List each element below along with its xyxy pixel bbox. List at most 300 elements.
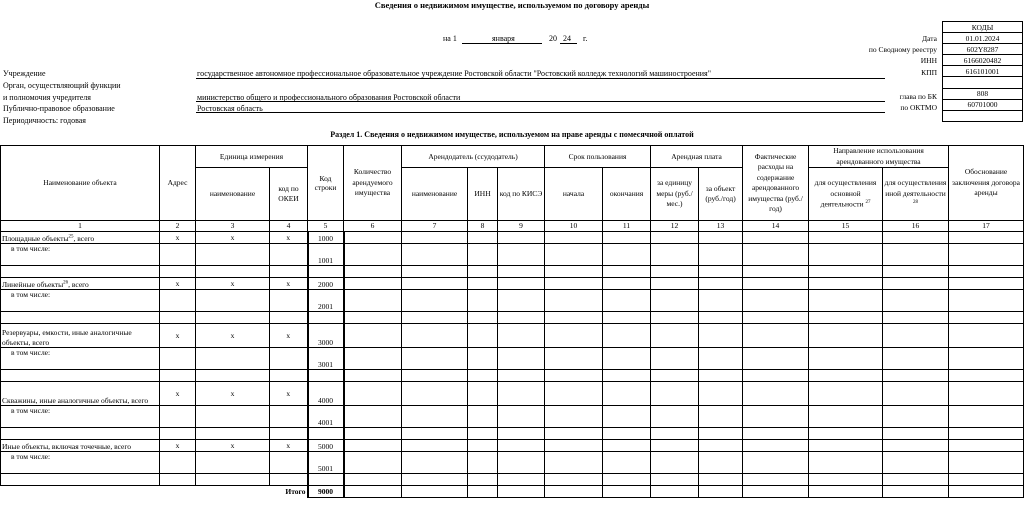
data-cell[interactable] [743,266,809,278]
data-cell[interactable] [603,290,651,312]
data-cell[interactable] [651,348,699,370]
data-cell[interactable] [402,428,468,440]
data-cell[interactable] [949,324,1024,348]
header-period-start: начала [545,168,603,221]
data-cell[interactable] [743,486,809,498]
row-code: 4000 [308,382,344,406]
data-cell[interactable] [743,440,809,452]
sub-label: в том числе: [1,406,160,428]
data-cell[interactable] [809,452,883,474]
data-cell[interactable] [949,382,1024,406]
data-cell[interactable] [468,232,498,244]
data-cell[interactable] [949,428,1024,440]
data-cell[interactable] [545,324,603,348]
data-cell[interactable] [308,428,344,440]
data-cell[interactable] [160,452,196,474]
data-cell[interactable] [468,452,498,474]
data-cell[interactable] [270,244,308,266]
public-entity-value: Ростовская область [197,104,263,113]
data-cell[interactable] [545,486,603,498]
data-cell[interactable] [603,324,651,348]
data-cell[interactable] [498,452,545,474]
data-cell[interactable] [699,486,743,498]
total-row [1,486,1024,498]
data-cell[interactable] [699,474,743,486]
header-basis: Обоснование заключения договора аренды [949,146,1024,221]
data-cell[interactable] [883,290,949,312]
codes-header: КОДЫ [943,22,1023,33]
address-x: x [160,382,196,406]
data-cell[interactable] [498,382,545,406]
data-cell[interactable] [699,324,743,348]
data-cell[interactable] [344,348,402,370]
data-cell[interactable] [603,278,651,290]
row-code: 5001 [308,452,344,474]
header-address: Адрес [160,146,196,221]
total-code: 9000 [308,486,344,498]
unit-okei-x: x [270,324,308,348]
header-qty: Количество арендуемого имущества [344,146,402,221]
data-cell[interactable] [545,406,603,428]
group-total-row [1,382,1024,406]
data-cell[interactable] [651,474,699,486]
data-cell[interactable] [809,290,883,312]
data-cell[interactable] [651,324,699,348]
col-num: 9 [498,221,545,232]
code-date: 01.01.2024 [943,33,1023,44]
data-cell[interactable] [603,382,651,406]
data-cell[interactable] [651,428,699,440]
data-cell[interactable] [196,406,270,428]
data-cell[interactable] [160,266,196,278]
data-cell[interactable] [809,370,883,382]
data-cell[interactable] [498,440,545,452]
header-dir-main: для осуществления основной деятельности $^{27}$ [809,168,883,221]
header-rent-object: за объект (руб./год) [699,168,743,221]
data-cell[interactable] [270,290,308,312]
data-cell[interactable] [809,348,883,370]
data-cell[interactable] [468,382,498,406]
data-cell[interactable] [545,370,603,382]
data-cell[interactable] [809,428,883,440]
data-cell[interactable] [603,232,651,244]
data-cell[interactable] [402,232,468,244]
data-cell[interactable] [498,278,545,290]
data-cell[interactable] [651,486,699,498]
data-cell[interactable] [344,266,402,278]
data-cell[interactable] [160,474,196,486]
data-cell[interactable] [498,486,545,498]
group-detail-row [1,290,1024,312]
code-label-inn: ИНН [920,56,937,65]
data-cell[interactable] [498,348,545,370]
group-name: Площадные объекты$^{25}$, всего [1,232,160,244]
data-cell[interactable] [699,370,743,382]
data-cell[interactable] [699,452,743,474]
data-cell[interactable] [949,406,1024,428]
data-cell[interactable] [603,440,651,452]
data-cell[interactable] [468,312,498,324]
data-cell[interactable] [699,382,743,406]
data-cell[interactable] [344,290,402,312]
unit-okei-x: x [270,440,308,452]
data-cell[interactable] [545,382,603,406]
data-cell[interactable] [883,406,949,428]
col-num: 10 [545,221,603,232]
data-cell[interactable] [545,312,603,324]
data-cell[interactable] [160,406,196,428]
data-cell[interactable] [699,312,743,324]
unit-name-x: x [196,382,270,406]
data-cell[interactable] [809,312,883,324]
data-cell[interactable] [699,244,743,266]
data-cell[interactable] [196,266,270,278]
address-x: x [160,440,196,452]
data-cell[interactable] [160,290,196,312]
data-cell[interactable] [743,452,809,474]
data-cell[interactable] [949,290,1024,312]
data-cell[interactable] [308,266,344,278]
data-cell[interactable] [883,428,949,440]
data-cell[interactable] [949,486,1024,498]
data-cell[interactable] [344,428,402,440]
data-cell[interactable] [809,486,883,498]
data-cell[interactable] [468,428,498,440]
data-cell[interactable] [699,406,743,428]
data-cell[interactable] [498,244,545,266]
data-cell[interactable] [468,486,498,498]
data-cell[interactable] [196,370,270,382]
data-cell[interactable] [603,452,651,474]
data-cell[interactable] [498,406,545,428]
row-code: 5000 [308,440,344,452]
data-cell[interactable] [545,474,603,486]
data-cell[interactable] [270,266,308,278]
address-x: x [160,324,196,348]
col-num: 14 [743,221,809,232]
sub-label: в том числе: [1,348,160,370]
row-code: 2001 [308,290,344,312]
data-cell[interactable] [160,348,196,370]
data-cell[interactable] [743,312,809,324]
date-month: января [492,34,515,43]
data-cell[interactable] [699,440,743,452]
founder-value: министерство общего и профессионального образования Ростовской области [197,93,461,102]
data-cell[interactable] [743,348,809,370]
data-cell[interactable] [603,428,651,440]
date-suffix: г. [583,34,588,43]
date-year-prefix: 20 [549,34,557,43]
data-cell[interactable] [809,474,883,486]
data-cell[interactable] [468,406,498,428]
header-unit: Единица измерения [196,146,308,168]
data-cell[interactable] [1,312,160,324]
data-cell[interactable] [545,440,603,452]
data-cell[interactable] [308,370,344,382]
data-cell[interactable] [949,278,1024,290]
data-cell[interactable] [603,486,651,498]
data-cell[interactable] [883,244,949,266]
data-cell[interactable] [809,232,883,244]
data-cell[interactable] [883,232,949,244]
data-cell[interactable] [883,382,949,406]
data-cell[interactable] [468,348,498,370]
data-cell[interactable] [883,266,949,278]
data-cell[interactable] [344,406,402,428]
data-cell[interactable] [743,324,809,348]
data-cell[interactable] [603,370,651,382]
data-cell[interactable] [809,406,883,428]
data-cell[interactable] [270,312,308,324]
data-cell[interactable] [308,474,344,486]
data-cell[interactable] [468,440,498,452]
data-cell[interactable] [949,266,1024,278]
data-cell[interactable] [402,486,468,498]
data-cell[interactable] [809,440,883,452]
data-cell[interactable] [270,406,308,428]
data-cell[interactable] [809,324,883,348]
data-cell[interactable] [196,244,270,266]
data-cell[interactable] [651,406,699,428]
data-cell[interactable] [1,428,160,440]
unit-name-x: x [196,278,270,290]
data-cell[interactable] [651,440,699,452]
data-cell[interactable] [402,312,468,324]
data-cell[interactable] [545,278,603,290]
data-cell[interactable] [743,406,809,428]
data-cell[interactable] [743,428,809,440]
date-year: 24 [563,34,571,43]
data-cell[interactable] [809,266,883,278]
data-cell[interactable] [344,474,402,486]
data-cell[interactable] [949,232,1024,244]
header-lessor-kise: код по КИСЭ [498,168,545,221]
data-cell[interactable] [651,278,699,290]
data-cell[interactable] [545,348,603,370]
data-cell[interactable] [270,428,308,440]
data-cell[interactable] [468,266,498,278]
code-empty-1 [943,77,1023,88]
data-cell[interactable] [809,278,883,290]
data-cell[interactable] [344,370,402,382]
data-cell[interactable] [949,244,1024,266]
data-cell[interactable] [402,474,468,486]
data-cell[interactable] [699,266,743,278]
data-cell[interactable] [344,452,402,474]
data-cell[interactable] [743,232,809,244]
data-cell[interactable] [498,428,545,440]
data-cell[interactable] [402,452,468,474]
data-cell[interactable] [545,428,603,440]
data-cell[interactable] [603,474,651,486]
group-name: Иные объекты, включая точечные, всего [1,440,160,452]
data-cell[interactable] [196,474,270,486]
data-cell[interactable] [883,486,949,498]
data-cell[interactable] [196,428,270,440]
data-cell[interactable] [883,312,949,324]
code-label-registry: по Сводному реестру [868,45,937,54]
data-cell[interactable] [468,324,498,348]
header-lessor: Арендодатель (ссудодатель) [402,146,545,168]
data-cell[interactable] [603,348,651,370]
data-cell[interactable] [498,266,545,278]
data-cell[interactable] [809,244,883,266]
founder-label-1: Орган, осуществляющий функции [3,81,121,90]
code-oktmo: 60701000 [943,99,1023,110]
header-lessor-name: наименование [402,168,468,221]
data-cell[interactable] [196,312,270,324]
data-cell[interactable] [402,348,468,370]
data-cell[interactable] [883,474,949,486]
data-cell[interactable] [545,244,603,266]
address-x: x [160,232,196,244]
data-cell[interactable] [545,290,603,312]
data-cell[interactable] [498,312,545,324]
row-code: 1001 [308,244,344,266]
data-cell[interactable] [270,348,308,370]
data-cell[interactable] [1,266,160,278]
data-cell[interactable] [160,428,196,440]
data-cell[interactable] [949,348,1024,370]
data-cell[interactable] [196,290,270,312]
data-cell[interactable] [308,312,344,324]
col-num: 4 [270,221,308,232]
data-cell[interactable] [402,244,468,266]
data-cell[interactable] [651,312,699,324]
data-cell[interactable] [468,278,498,290]
data-cell[interactable] [949,440,1024,452]
data-cell[interactable] [883,348,949,370]
unit-name-x: x [196,324,270,348]
data-cell[interactable] [949,370,1024,382]
data-cell[interactable] [699,232,743,244]
data-cell[interactable] [949,312,1024,324]
data-cell[interactable] [160,312,196,324]
data-cell[interactable] [743,382,809,406]
data-cell[interactable] [743,278,809,290]
data-cell[interactable] [651,382,699,406]
data-cell[interactable] [196,348,270,370]
data-cell[interactable] [344,440,402,452]
data-cell[interactable] [603,312,651,324]
group-spacer-row [1,428,1024,440]
data-cell[interactable] [498,324,545,348]
header-period: Срок пользования [545,146,651,168]
lease-table [0,145,1024,498]
data-cell[interactable] [883,452,949,474]
data-cell[interactable] [344,244,402,266]
group-spacer-row [1,474,1024,486]
data-cell[interactable] [883,324,949,348]
group-spacer-row [1,312,1024,324]
data-cell[interactable] [949,474,1024,486]
data-cell[interactable] [651,266,699,278]
data-cell[interactable] [344,232,402,244]
data-cell[interactable] [402,290,468,312]
data-cell[interactable] [545,232,603,244]
code-label-kpp: КПП [921,68,937,77]
data-cell[interactable] [344,382,402,406]
section-title: Раздел 1. Сведения о недвижимом имуществе, используемом на праве аренды с помесячной оплатой [330,130,694,139]
data-cell[interactable] [699,428,743,440]
data-cell[interactable] [402,370,468,382]
data-cell[interactable] [743,244,809,266]
data-cell[interactable] [883,370,949,382]
data-cell[interactable] [270,452,308,474]
group-total-row [1,278,1024,290]
data-cell[interactable] [402,440,468,452]
data-cell[interactable] [651,452,699,474]
data-cell[interactable] [196,452,270,474]
data-cell[interactable] [883,440,949,452]
data-cell[interactable] [1,474,160,486]
data-cell[interactable] [699,278,743,290]
code-bk: 808 [943,88,1023,99]
data-cell[interactable] [603,406,651,428]
data-cell[interactable] [651,244,699,266]
col-num: 7 [402,221,468,232]
data-cell[interactable] [402,406,468,428]
data-cell[interactable] [545,266,603,278]
data-cell[interactable] [498,232,545,244]
data-cell[interactable] [402,266,468,278]
data-cell[interactable] [344,324,402,348]
data-cell[interactable] [468,474,498,486]
data-cell[interactable] [344,278,402,290]
data-cell[interactable] [498,290,545,312]
data-cell[interactable] [743,370,809,382]
col-num: 13 [699,221,743,232]
data-cell[interactable] [603,266,651,278]
data-cell[interactable] [545,452,603,474]
data-cell[interactable] [651,232,699,244]
data-cell[interactable] [603,244,651,266]
data-cell[interactable] [344,486,402,498]
col-num: 17 [949,221,1024,232]
data-cell[interactable] [743,474,809,486]
data-cell[interactable] [743,290,809,312]
group-detail-row [1,452,1024,474]
data-cell[interactable] [949,452,1024,474]
data-cell[interactable] [468,370,498,382]
header-rent-unit: за единицу меры (руб./мес.) [651,168,699,221]
data-cell[interactable] [699,290,743,312]
group-total-row [1,232,1024,244]
data-cell[interactable] [344,312,402,324]
data-cell[interactable] [498,474,545,486]
data-cell[interactable] [160,370,196,382]
data-cell[interactable] [402,382,468,406]
data-cell[interactable] [809,382,883,406]
data-cell[interactable] [468,290,498,312]
col-num: 3 [196,221,270,232]
header-direction: Направление использования арендованного имущества [809,146,949,168]
data-cell[interactable] [651,370,699,382]
data-cell[interactable] [160,244,196,266]
data-cell[interactable] [1,370,160,382]
data-cell[interactable] [402,278,468,290]
data-cell[interactable] [402,324,468,348]
data-cell[interactable] [883,278,949,290]
data-cell[interactable] [699,348,743,370]
data-cell[interactable] [498,370,545,382]
data-cell[interactable] [270,474,308,486]
code-label-date: Дата [922,34,937,43]
data-cell[interactable] [270,370,308,382]
data-cell[interactable] [468,244,498,266]
data-cell[interactable] [651,290,699,312]
code-empty-2 [943,110,1023,121]
